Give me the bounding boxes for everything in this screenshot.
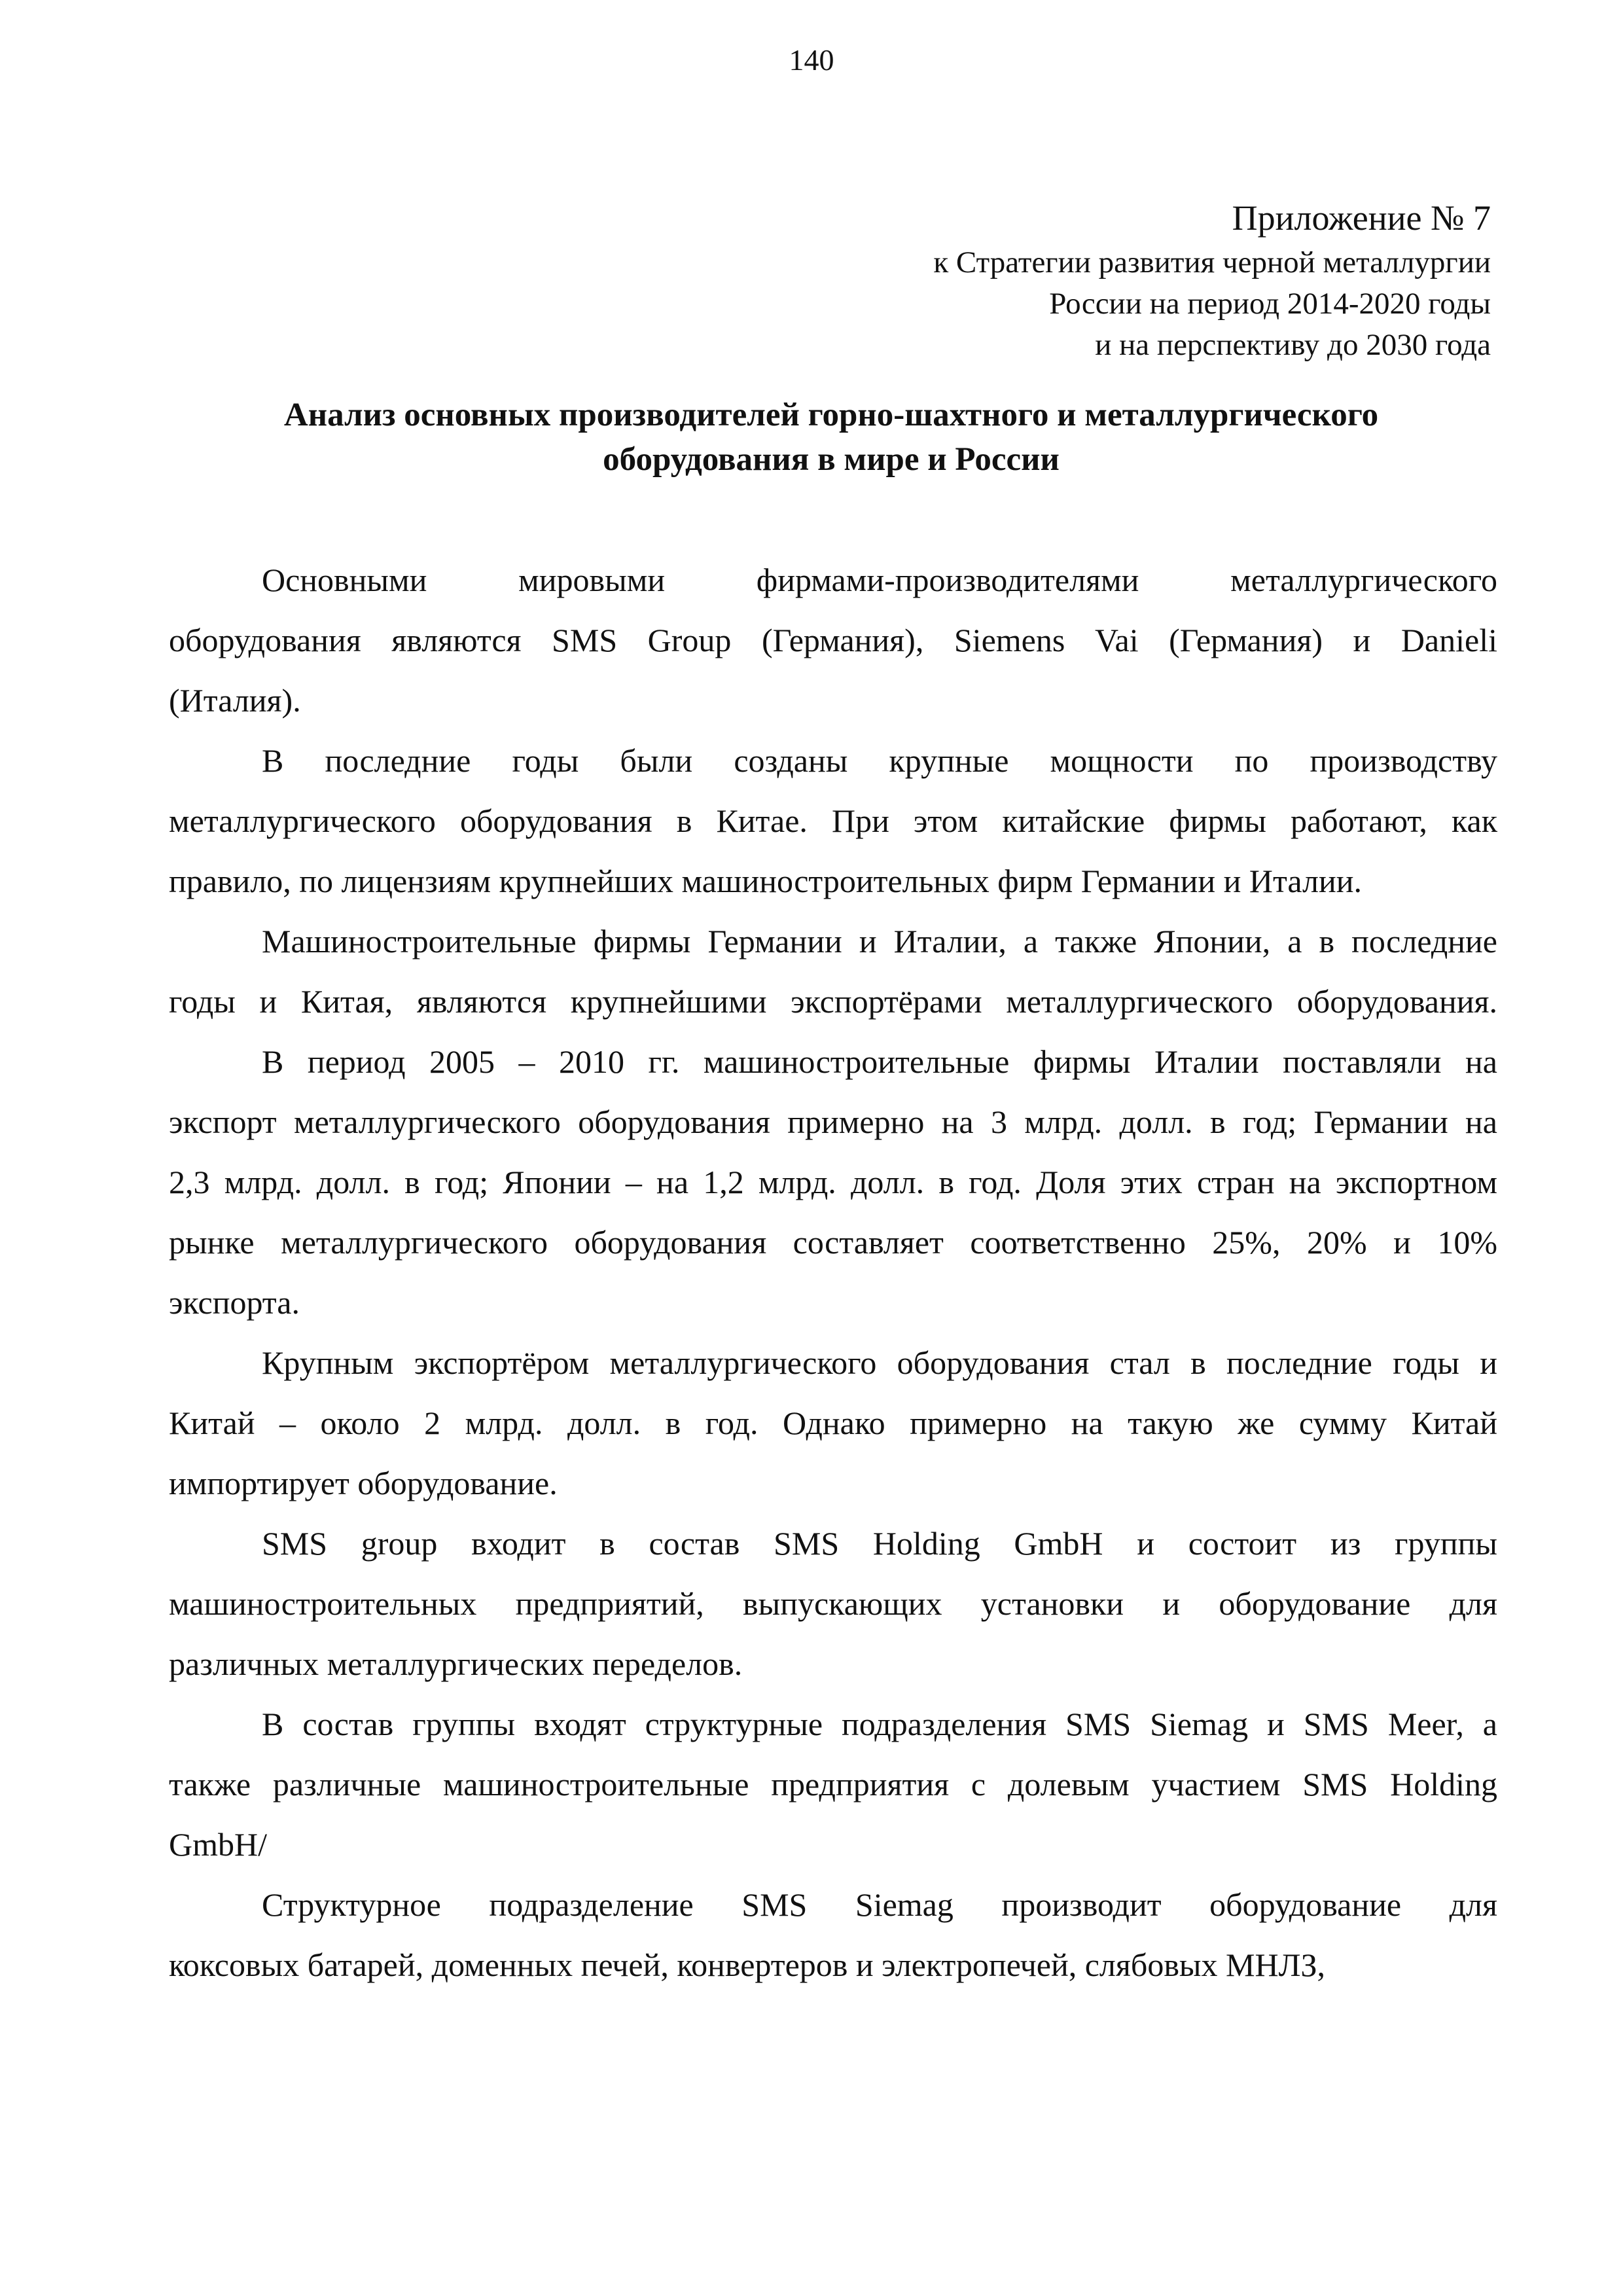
- paragraph-line: машиностроительных предприятий, выпускающих установки и оборудование для: [169, 1585, 1497, 1622]
- paragraph-line: В период 2005 – 2010 гг. машиностроительные фирмы Италии поставляли на: [262, 1043, 1497, 1080]
- appendix-line-4: и на перспективу до 2030 года: [1095, 328, 1491, 362]
- paragraph-line: В состав группы входят структурные подразделения SMS Siemag и SMS Meer, а: [262, 1706, 1497, 1742]
- paragraph-line: Основными мировыми фирмами-производителями металлургического: [262, 562, 1497, 598]
- appendix-line-3: России на период 2014-2020 годы: [1049, 287, 1491, 321]
- paragraph-line: В последние годы были созданы крупные мощности по производству: [262, 742, 1497, 779]
- appendix-header: [933, 194, 1491, 366]
- paragraph: [169, 730, 1497, 911]
- paragraph-line: импортирует оборудование.: [169, 1465, 558, 1501]
- paragraph-line: коксовых батарей, доменных печей, конвертеров и электропечей, слябовых МНЛЗ,: [169, 1946, 1326, 1983]
- paragraph-line: Машиностроительные фирмы Германии и Италии, а также Японии, а в последние: [262, 923, 1497, 960]
- paragraph-line: Китай – около 2 млрд. долл. в год. Однако примерно на такую же сумму Китай: [169, 1405, 1497, 1441]
- paragraph-line: оборудования являются SMS Group (Германия), Siemens Vai (Германия) и Danieli: [169, 622, 1497, 658]
- paragraph: [169, 550, 1497, 730]
- document-title: [151, 393, 1512, 482]
- appendix-number: Приложение № 7: [1232, 198, 1491, 238]
- paragraph-line: экспорт металлургического оборудования примерно на 3 млрд. долл. в год; Германии на: [169, 1103, 1497, 1140]
- paragraph-line: Структурное подразделение SMS Siemag производит оборудование для: [262, 1886, 1497, 1923]
- paragraph-line: правило, по лицензиям крупнейших машиностроительных фирм Германии и Италии.: [169, 863, 1363, 899]
- paragraph-line: годы и Китая, являются крупнейшими экспортёрами металлургического оборудования.: [169, 983, 1497, 1020]
- paragraph: [169, 1694, 1497, 1874]
- paragraph: [169, 1333, 1497, 1513]
- title-line-1: Анализ основных производителей горно-шахтного и металлургического: [283, 397, 1379, 433]
- paragraph: [169, 911, 1497, 1031]
- paragraph-line: 2,3 млрд. долл. в год; Японии – на 1,2 млрд. долл. в год. Доля этих стран на экспортном: [169, 1164, 1497, 1200]
- body-text: [169, 550, 1497, 1995]
- paragraph: [169, 1513, 1497, 1694]
- paragraph: [169, 1031, 1497, 1333]
- title-line-2: оборудования в мире и России: [603, 441, 1060, 478]
- paragraph-line: рынке металлургического оборудования составляет соответственно 25%, 20% и 10%: [169, 1224, 1497, 1261]
- paragraph: [169, 1874, 1497, 1995]
- paragraph-line: металлургического оборудования в Китае. При этом китайские фирмы работают, как: [169, 802, 1497, 839]
- paragraph-line: SMS group входит в состав SMS Holding GmbH и состоит из группы: [262, 1525, 1497, 1562]
- paragraph-line: различных металлургических переделов.: [169, 1645, 743, 1682]
- appendix-line-2: к Стратегии развития черной металлургии: [933, 245, 1491, 279]
- paragraph-line: также различные машиностроительные предприятия с долевым участием SMS Holding: [169, 1766, 1497, 1803]
- paragraph-line: Крупным экспортёром металлургического оборудования стал в последние годы и: [262, 1344, 1497, 1381]
- paragraph-line: (Италия).: [169, 682, 301, 719]
- page-number: 140: [789, 43, 834, 77]
- paragraph-line: GmbH/: [169, 1826, 267, 1863]
- paragraph-line: экспорта.: [169, 1284, 300, 1321]
